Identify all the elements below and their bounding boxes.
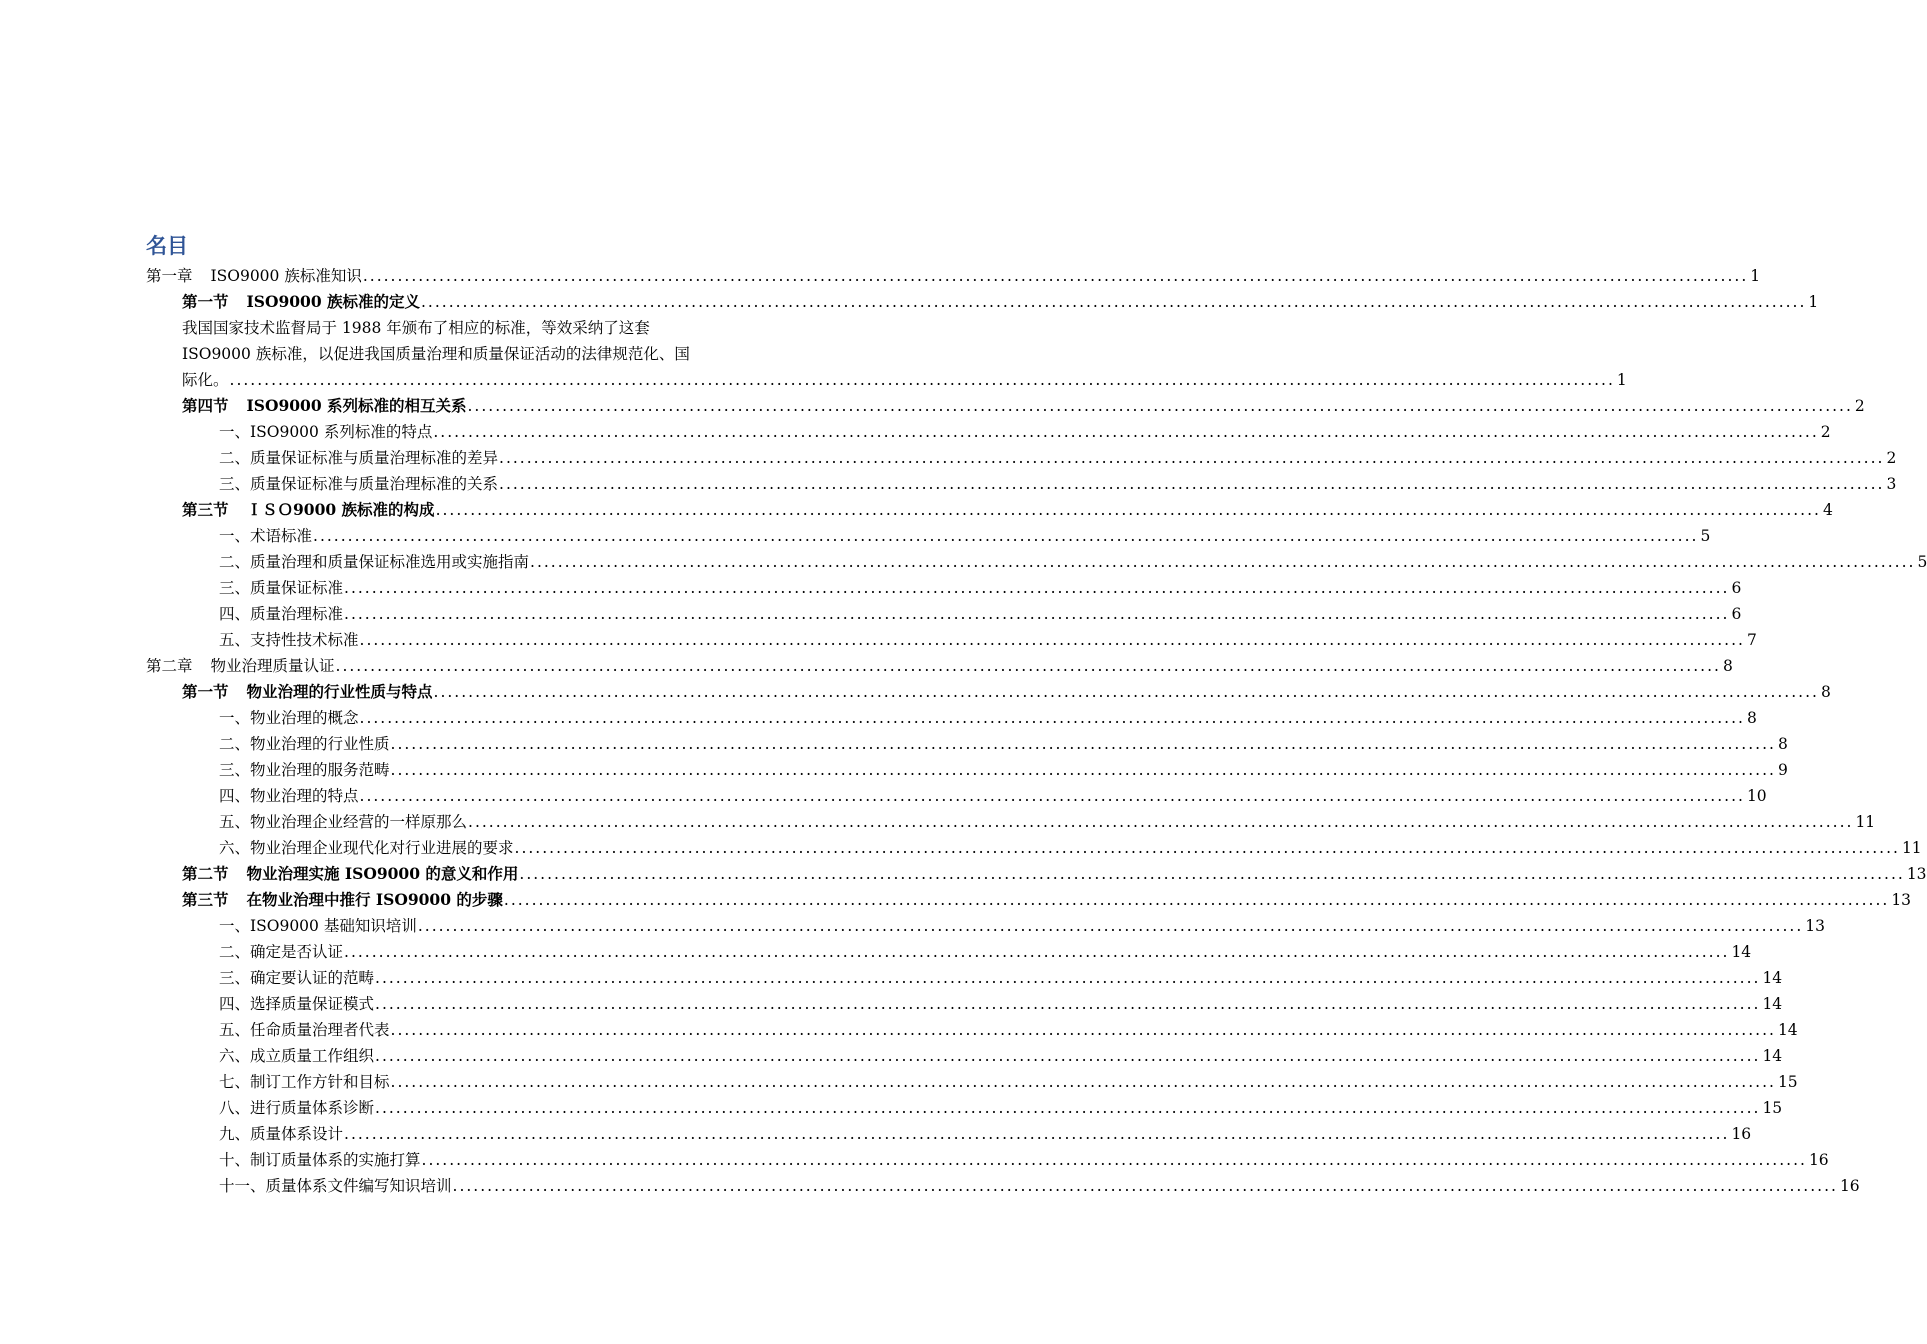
toc-entry[interactable] [146, 445, 1897, 471]
toc-entry-number: 第四节 [182, 396, 229, 415]
toc-entry-text: 在物业治理中推行 ISO9000 的步骤 [246, 890, 503, 909]
toc-page-number: 6 [1731, 605, 1742, 623]
toc-page-number: 13 [1891, 891, 1912, 909]
toc-entry-number: 一、 [219, 709, 251, 727]
toc-page-number: 1 [1750, 267, 1761, 285]
toc-entry-label [146, 263, 362, 289]
toc-page-number: 14 [1777, 1021, 1798, 1039]
toc-page-number: 1 [1616, 371, 1627, 389]
toc-entry[interactable] [146, 835, 1922, 861]
toc-entry-text: 物业治理的行业性质 [250, 735, 390, 753]
toc-entry-label [219, 913, 417, 939]
toc-leader-dots: ........................................................................................................................................................................................................ [359, 631, 1745, 649]
toc-entry-number: 第一章 [146, 267, 193, 285]
table-of-contents [146, 263, 1927, 1199]
toc-leader-dots: ........................................................................................................................................................................................................ [452, 1177, 1838, 1195]
toc-entry-number: 第一节 [182, 682, 229, 701]
toc-leader-dots: ........................................................................................................................................................................................................ [375, 1047, 1761, 1065]
toc-entry-label [219, 1017, 390, 1043]
toc-entry[interactable] [146, 653, 1733, 679]
toc-entry-label [219, 939, 343, 965]
toc-entry-text: 物业治理的特点 [250, 787, 359, 805]
toc-entry[interactable] [146, 1147, 1829, 1173]
toc-page-number: 15 [1762, 1099, 1783, 1117]
toc-entry[interactable] [146, 783, 1767, 809]
toc-entry[interactable] [146, 523, 1711, 549]
toc-entry[interactable] [146, 913, 1825, 939]
toc-entry-number: 四、 [219, 787, 251, 805]
toc-entry[interactable] [146, 549, 1927, 575]
toc-entry-text: 质量保证标准 [250, 579, 344, 597]
toc-entry-number: 六、 [219, 839, 251, 857]
toc-entry-label [219, 1095, 374, 1121]
toc-entry-text: ISO9000 族标准的定义 [246, 292, 420, 311]
toc-entry-label [219, 783, 359, 809]
toc-entry-number: 第三节 [182, 890, 229, 909]
toc-entry[interactable] [146, 627, 1757, 653]
toc-entry-number: 一、 [219, 423, 251, 441]
toc-entry[interactable] [146, 1173, 1860, 1199]
toc-entry-text: 物业治理实施 ISO9000 的意义和作用 [246, 864, 519, 883]
toc-page-number: 8 [1777, 735, 1788, 753]
toc-leader-dots: ........................................................................................................................................................................................................ [313, 527, 1699, 545]
toc-page-number: 11 [1901, 839, 1922, 857]
toc-entry-text: ISO9000 族标准知识 [210, 267, 362, 285]
toc-leader-dots: ........................................................................................................................................................................................................ [359, 787, 1745, 805]
toc-entry-text: ISO9000 系列标准的相互关系 [246, 396, 467, 415]
toc-leader-dots: ........................................................................................................................................................................................................ [433, 423, 1819, 441]
toc-page-number: 11 [1855, 813, 1876, 831]
toc-entry-text: 支持性技术标准 [250, 631, 359, 649]
toc-page-number: 7 [1746, 631, 1757, 649]
toc-entry-label [182, 289, 420, 315]
toc-entry-label [219, 601, 343, 627]
toc-entry[interactable] [146, 1095, 1783, 1121]
toc-page-number: 8 [1722, 657, 1733, 675]
toc-entry-number: 七、 [219, 1073, 251, 1091]
toc-leader-dots: ........................................................................................................................................................................................................ [359, 709, 1745, 727]
toc-entry-text: 质量体系设计 [250, 1125, 344, 1143]
toc-entry-text: 物业治理质量认证 [210, 657, 335, 675]
toc-entry-number: 四、 [219, 995, 251, 1013]
toc-leader-dots: ........................................................................................................................................................................................................ [344, 943, 1730, 961]
toc-leader-dots: ........................................................................................................................................................................................................ [433, 683, 1819, 701]
toc-page-number: 6 [1731, 579, 1742, 597]
toc-leader-dots: ........................................................................................................................................................................................................ [417, 917, 1804, 935]
toc-entry-label [219, 835, 514, 861]
toc-entry-number: 六、 [219, 1047, 251, 1065]
toc-entry-number: 五、 [219, 631, 251, 649]
toc-leader-dots: ........................................................................................................................................................................................................ [344, 605, 1730, 623]
toc-leader-dots: ........................................................................................................................................................................................................ [375, 969, 1761, 987]
toc-page-number: 13 [1805, 917, 1825, 935]
toc-entry[interactable] [146, 939, 1752, 965]
toc-entry-number: 第二章 [146, 657, 193, 675]
toc-page-number: 1 [1808, 293, 1819, 311]
toc-page-number: 14 [1762, 969, 1783, 987]
toc-leader-dots: ........................................................................................................................................................................................................ [467, 397, 1853, 415]
toc-leader-dots: ........................................................................................................................................................................................................ [344, 1125, 1730, 1143]
toc-page-number: 14 [1731, 943, 1752, 961]
toc-leader-dots: ........................................................................................................................................................................................................ [375, 995, 1761, 1013]
toc-page-number: 4 [1822, 501, 1833, 519]
toc-entry-number: 第一节 [182, 292, 229, 311]
toc-page-number: 10 [1746, 787, 1767, 805]
toc-page-number: 8 [1820, 683, 1831, 701]
toc-entry[interactable] [146, 1043, 1783, 1069]
toc-entry-number: 二、 [219, 449, 251, 467]
toc-leader-dots: ........................................................................................................................................................................................................ [229, 371, 1615, 389]
toc-entry-text: 选择质量保证模式 [250, 995, 375, 1013]
toc-entry-text: 制订质量体系的实施打算 [250, 1151, 421, 1169]
toc-entry-text: 确定要认证的范畴 [250, 969, 375, 987]
toc-entry-number: 三、 [219, 761, 251, 779]
toc-page-number: 13 [1906, 865, 1927, 883]
toc-entry[interactable] [146, 575, 1742, 601]
toc-entry-number: 四、 [219, 605, 251, 623]
toc-entry-number: 三、 [219, 579, 251, 597]
toc-page-number: 16 [1808, 1151, 1829, 1169]
toc-entry-label [219, 991, 374, 1017]
toc-page-number: 3 [1886, 475, 1897, 493]
toc-entry-text: 物业治理的概念 [250, 709, 359, 727]
toc-leader-dots: ........................................................................................................................................................................................................ [421, 293, 1807, 311]
toc-entry-label [146, 653, 335, 679]
toc-entry-number: 第三节 [182, 500, 229, 519]
toc-entry-label [219, 523, 312, 549]
toc-entry-number: 十一、 [219, 1177, 266, 1195]
toc-entry-text: 质量体系文件编写知识培训 [265, 1177, 452, 1195]
toc-entry-number: 三、 [219, 969, 251, 987]
toc-leader-dots: ........................................................................................................................................................................................................ [530, 553, 1916, 571]
toc-entry-text: ＩＳＯ9000 族标准的构成 [246, 500, 435, 519]
toc-entry[interactable] [146, 679, 1831, 705]
toc-entry[interactable] [146, 471, 1897, 497]
toc-entry-text: 进行质量体系诊断 [250, 1099, 375, 1117]
toc-entry[interactable] [146, 497, 1833, 523]
toc-leader-dots: ........................................................................................................................................................................................................ [390, 735, 1776, 753]
toc-entry-label [182, 887, 503, 913]
toc-page-number: 2 [1854, 397, 1865, 415]
toc-leader-dots: ........................................................................................................................................................................................................ [468, 813, 1854, 831]
toc-entry-label [219, 1121, 343, 1147]
toc-entry-wrapped-line: 我国国家技术监督局于 1988 年颁布了相应的标准，等效采纳了这套 [182, 319, 650, 337]
toc-leader-dots: ........................................................................................................................................................................................................ [514, 839, 1900, 857]
toc-entry-label [219, 549, 529, 575]
toc-leader-dots: ........................................................................................................................................................................................................ [375, 1099, 1761, 1117]
toc-entry-label [182, 861, 518, 887]
toc-entry-label [219, 1147, 421, 1173]
toc-entry-wrapped-line: ISO9000 族标准，以促进我国质量治理和质量保证活动的法律规范化、国 [182, 345, 690, 363]
toc-entry-label [182, 497, 435, 523]
toc-entry[interactable] [146, 731, 1788, 757]
toc-entry-number: 八、 [219, 1099, 251, 1117]
toc-page-number: 14 [1762, 995, 1783, 1013]
toc-page-number: 5 [1917, 553, 1927, 571]
toc-entry-number: 五、 [219, 813, 251, 831]
toc-entry-label [219, 1043, 374, 1069]
toc-leader-dots: ........................................................................................................................................................................................................ [344, 579, 1730, 597]
toc-leader-dots: ........................................................................................................................................................................................................ [421, 1151, 1807, 1169]
toc-entry[interactable] [146, 601, 1742, 627]
toc-page-number: 14 [1762, 1047, 1783, 1065]
toc-entry-number: 五、 [219, 1021, 251, 1039]
toc-title: 名目 [146, 234, 188, 258]
toc-leader-dots: ........................................................................................................................................................................................................ [390, 1073, 1776, 1091]
toc-entry-text: 物业治理的服务范畴 [250, 761, 390, 779]
toc-page-number: 16 [1839, 1177, 1860, 1195]
toc-entry-text: 任命质量治理者代表 [250, 1021, 390, 1039]
toc-entry-label [219, 809, 467, 835]
toc-page-number: 9 [1777, 761, 1788, 779]
toc-entry[interactable] [146, 887, 1912, 913]
toc-entry-text: ISO9000 基础知识培训 [250, 917, 417, 935]
toc-entry-text: 质量保证标准与质量治理标准的关系 [250, 475, 499, 493]
toc-entry-number: 二、 [219, 943, 251, 961]
toc-entry[interactable] [146, 367, 1627, 393]
toc-entry-label [182, 679, 433, 705]
toc-leader-dots: ........................................................................................................................................................................................................ [362, 267, 1749, 285]
toc-entry[interactable] [146, 705, 1757, 731]
toc-page-number: 5 [1700, 527, 1711, 545]
toc-entry[interactable] [146, 757, 1788, 783]
toc-entry-label [219, 731, 390, 757]
toc-entry-text: 物业治理的行业性质与特点 [246, 682, 433, 701]
toc-entry[interactable] [146, 991, 1783, 1017]
toc-leader-dots: ........................................................................................................................................................................................................ [435, 501, 1821, 519]
toc-leader-dots: ........................................................................................................................................................................................................ [519, 865, 1905, 883]
toc-page-number: 2 [1820, 423, 1831, 441]
toc-entry-text: 质量治理标准 [250, 605, 344, 623]
toc-leader-dots: ........................................................................................................................................................................................................ [499, 449, 1885, 467]
toc-leader-dots: ........................................................................................................................................................................................................ [390, 761, 1776, 779]
toc-entry[interactable] [146, 1069, 1798, 1095]
toc-entry-number: 一、 [219, 917, 251, 935]
toc-entry-text: 物业治理企业现代化对行业进展的要求 [250, 839, 514, 857]
toc-entry-text: 制订工作方针和目标 [250, 1073, 390, 1091]
toc-entry[interactable] [146, 809, 1876, 835]
toc-entry-label [219, 705, 359, 731]
toc-entry-number: 二、 [219, 553, 251, 571]
toc-entry[interactable] [146, 861, 1927, 887]
toc-entry[interactable] [146, 263, 1761, 289]
toc-page-number: 15 [1777, 1073, 1798, 1091]
toc-entry-text: 成立质量工作组织 [250, 1047, 375, 1065]
toc-entry-text: 物业治理企业经营的一样原那么 [250, 813, 468, 831]
toc-entry-number: 一、 [219, 527, 251, 545]
toc-entry-text: 确定是否认证 [250, 943, 344, 961]
toc-entry[interactable] [146, 965, 1783, 991]
toc-entry-label [219, 1069, 390, 1095]
toc-entry-text: ISO9000 系列标准的特点 [250, 423, 433, 441]
toc-entry-label [219, 445, 498, 471]
toc-entry[interactable] [146, 419, 1831, 445]
toc-page-number: 16 [1731, 1125, 1752, 1143]
toc-entry-number: 十、 [219, 1151, 251, 1169]
toc-entry-text: 质量保证标准与质量治理标准的差异 [250, 449, 499, 467]
toc-entry-label [219, 965, 374, 991]
toc-leader-dots: ........................................................................................................................................................................................................ [390, 1021, 1776, 1039]
toc-entry-number: 三、 [219, 475, 251, 493]
toc-leader-dots: ........................................................................................................................................................................................................ [335, 657, 1721, 675]
toc-entry[interactable] [146, 393, 1865, 419]
toc-entry-label [219, 757, 390, 783]
toc-entry-number: 二、 [219, 735, 251, 753]
toc-leader-dots: ........................................................................................................................................................................................................ [499, 475, 1885, 493]
toc-entry-number: 九、 [219, 1125, 251, 1143]
toc-entry-label [219, 627, 359, 653]
toc-leader-dots: ........................................................................................................................................................................................................ [503, 891, 1890, 909]
toc-entry[interactable] [146, 1121, 1752, 1147]
toc-entry[interactable] [146, 289, 1819, 315]
toc-entry[interactable] [146, 1017, 1798, 1043]
toc-page-number: 2 [1886, 449, 1897, 467]
toc-entry-text: 术语标准 [250, 527, 313, 545]
toc-entry-label [219, 575, 343, 601]
toc-entry-text: 质量治理和质量保证标准选用或实施指南 [250, 553, 530, 571]
toc-entry-label [219, 1173, 452, 1199]
toc-entry-label [219, 419, 432, 445]
toc-entry-number: 第二节 [182, 864, 229, 883]
toc-page-number: 8 [1746, 709, 1757, 727]
toc-entry-label [182, 393, 467, 419]
toc-entry-label: 际化。 [182, 371, 229, 389]
toc-entry-label [219, 471, 498, 497]
